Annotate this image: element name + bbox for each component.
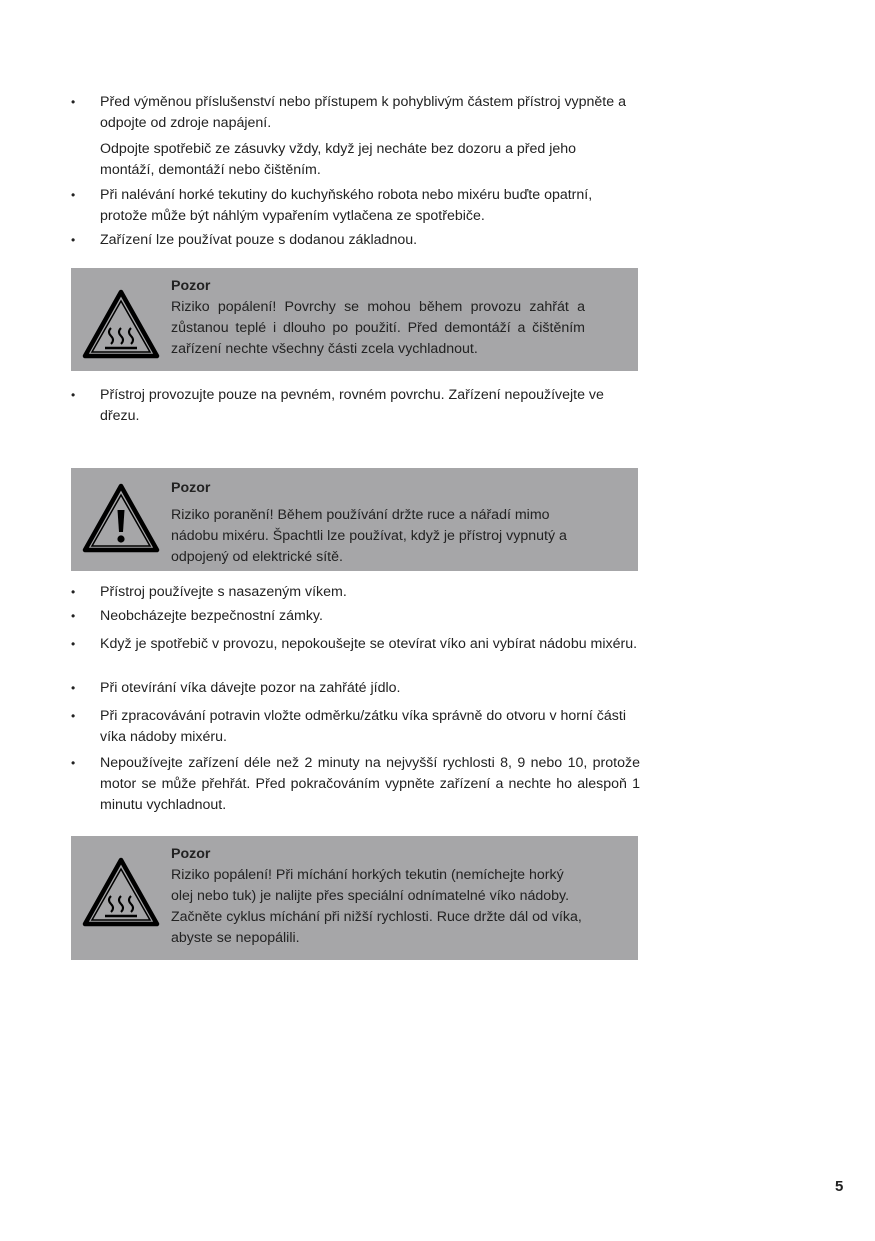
list-item-text: Při nalévání horké tekutiny do kuchyňského robota nebo mixéru buďte opatrní, protože může být náhlým vypařením vytlačena ze spotřebiče. [100,187,593,224]
exclamation-warning-icon [81,482,161,554]
bullet-marker: • [71,681,76,695]
warning-box [71,836,638,960]
list-item-text: Při otevírání víka dávejte pozor na zahřáté jídlo. [100,680,401,696]
warning-text: Riziko popálení! Při míchání horkých tekutin (nemíchejte horký olej nebo tuk) je nalijte přes speciální odnímatelné víko nádoby. Začněte cyklus míchání při nižší rychlosti. Ruce držte dál od víka, abyste se nepopálili. [171,867,582,946]
bullet-marker: • [71,188,76,202]
warning-box [71,468,638,571]
list-item-text: Nepoužívejte zařízení déle než 2 minuty na nejvyšší rychlosti 8, 9 nebo 10, protože motor se může přehřát. Před pokračováním vypněte zařízení a nechte ho alespoň 1 minutu vychladnout. [100,755,640,813]
warning-text: Riziko poranění! Během používání držte ruce a nářadí mimo nádobu mixéru. Špachtli lze používat, když je přístroj vypnutý a odpojený od elektrické sítě. [171,507,567,565]
bullet-marker: • [71,95,76,109]
warning-title: Pozor [171,278,211,294]
bullet-marker: • [71,609,76,623]
hot-surface-warning-icon [81,856,161,928]
bullet-marker: • [71,709,76,723]
list-item-text: Neobcházejte bezpečnostní zámky. [100,608,323,624]
page-number: 5 [835,1178,844,1195]
bullet-marker: • [71,637,76,651]
bullet-marker: • [71,756,76,770]
bullet-marker: • [71,585,76,599]
list-item-text: Když je spotřebič v provozu, nepokoušejte se otevírat víko ani vybírat nádobu mixéru. [100,636,638,652]
list-item-text: Přístroj používejte s nasazeným víkem. [100,584,347,600]
hot-surface-warning-icon [81,288,161,360]
bullet-marker: • [71,388,76,402]
warning-box [71,268,638,371]
paragraph-unplug: Odpojte spotřebič ze zásuvky vždy, když jej necháte bez dozoru a před jeho montáží, demontáží nebo čištěním. [100,141,577,178]
list-item-text: Před výměnou příslušenství nebo přístupem k pohyblivým částem přístroj vypněte a odpojte od zdroje napájení. [100,94,626,131]
list-item-text: Při zpracovávání potravin vložte odměrku/zátku víka správně do otvoru v horní části víka nádoby mixéru. [100,708,626,745]
warning-text: Riziko popálení! Povrchy se mohou během provozu zahřát a zůstanou teplé i dlouho po použití. Před demontáží a čištěním zařízení nechte všechny části zcela vychladnout. [171,299,585,357]
list-item-text: Zařízení lze používat pouze s dodanou základnou. [100,232,418,248]
warning-title: Pozor [171,480,211,496]
list-item-text: Přístroj provozujte pouze na pevném, rovném povrchu. Zařízení nepoužívejte ve dřezu. [100,387,604,424]
bullet-marker: • [71,233,76,247]
warning-title: Pozor [171,846,211,862]
